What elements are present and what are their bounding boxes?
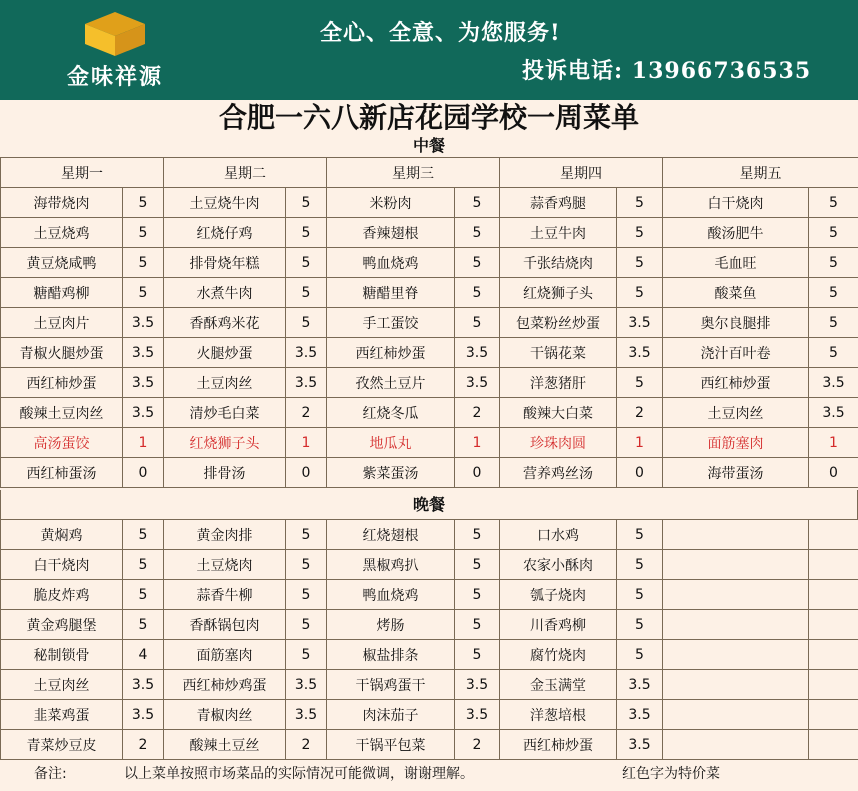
lunch-section-label: 中餐 bbox=[412, 136, 445, 155]
dish-price: 1 bbox=[455, 428, 500, 458]
dish-price: 5 bbox=[617, 278, 663, 308]
dish-name: 水煮牛肉 bbox=[164, 278, 286, 308]
lunch-row bbox=[1, 278, 858, 308]
lunch-row bbox=[1, 368, 858, 398]
dish-name: 瓠子烧肉 bbox=[500, 580, 617, 610]
dish-name: 红烧翅根 bbox=[327, 520, 455, 550]
dish-name: 白干烧肉 bbox=[663, 188, 809, 218]
dish-price: 5 bbox=[286, 550, 327, 580]
dish-name: 洋葱培根 bbox=[500, 700, 617, 730]
dish-price: 5 bbox=[617, 368, 663, 398]
dish-price bbox=[809, 640, 858, 670]
dish-price: 2 bbox=[286, 730, 327, 760]
dish-price: 3.5 bbox=[617, 700, 663, 730]
dish-name: 干锅花菜 bbox=[500, 338, 617, 368]
dish-name: 黄金鸡腿堡 bbox=[1, 610, 123, 640]
dish-price bbox=[809, 580, 858, 610]
dinner-menu-table bbox=[0, 519, 858, 760]
dish-name bbox=[663, 670, 809, 700]
dish-name: 清炒毛白菜 bbox=[164, 398, 286, 428]
dish-name: 酸辣大白菜 bbox=[500, 398, 617, 428]
dish-price: 5 bbox=[286, 520, 327, 550]
footer-note bbox=[0, 762, 858, 786]
dinner-row bbox=[1, 520, 858, 550]
dish-name: 米粉肉 bbox=[327, 188, 455, 218]
dish-name: 土豆牛肉 bbox=[500, 218, 617, 248]
dish-price: 3.5 bbox=[809, 398, 858, 428]
dish-name: 包菜粉丝炒蛋 bbox=[500, 308, 617, 338]
dish-price: 5 bbox=[123, 188, 164, 218]
dish-name: 火腿炒蛋 bbox=[164, 338, 286, 368]
dish-name: 糖醋里脊 bbox=[327, 278, 455, 308]
dish-name: 椒盐排条 bbox=[327, 640, 455, 670]
dish-price: 5 bbox=[455, 580, 500, 610]
dish-price: 5 bbox=[123, 610, 164, 640]
dish-name: 口水鸡 bbox=[500, 520, 617, 550]
dish-price bbox=[809, 730, 858, 760]
day-header-row bbox=[1, 158, 858, 188]
dish-name: 西红柿炒蛋 bbox=[500, 730, 617, 760]
dish-name: 浇汁百叶卷 bbox=[663, 338, 809, 368]
dish-price: 5 bbox=[617, 218, 663, 248]
lunch-row bbox=[1, 248, 858, 278]
slogan: 全心、全意、为您服务! bbox=[320, 20, 561, 46]
dish-name: 排骨烧年糕 bbox=[164, 248, 286, 278]
dish-name bbox=[663, 610, 809, 640]
dish-name: 烤肠 bbox=[327, 610, 455, 640]
dish-price: 3.5 bbox=[123, 308, 164, 338]
dish-name: 肉沫茄子 bbox=[327, 700, 455, 730]
lunch-row bbox=[1, 218, 858, 248]
dinner-row bbox=[1, 670, 858, 700]
dish-name: 洋葱猪肝 bbox=[500, 368, 617, 398]
lunch-row bbox=[1, 308, 858, 338]
brand-name: 金味祥源 bbox=[66, 65, 163, 90]
dish-name: 金玉满堂 bbox=[500, 670, 617, 700]
dinner-row bbox=[1, 730, 858, 760]
dish-price: 5 bbox=[123, 218, 164, 248]
dish-name: 营养鸡丝汤 bbox=[500, 458, 617, 488]
dish-price bbox=[809, 700, 858, 730]
dish-price: 0 bbox=[455, 458, 500, 488]
dish-price: 3.5 bbox=[455, 368, 500, 398]
dish-price: 3.5 bbox=[455, 670, 500, 700]
dish-price: 1 bbox=[123, 428, 164, 458]
dish-name: 西红柿炒蛋 bbox=[1, 368, 123, 398]
dish-price: 5 bbox=[286, 188, 327, 218]
dish-price: 3.5 bbox=[617, 338, 663, 368]
dish-price: 5 bbox=[455, 308, 500, 338]
dish-price: 0 bbox=[617, 458, 663, 488]
dish-name: 红烧狮子头 bbox=[500, 278, 617, 308]
dish-name: 千张结烧肉 bbox=[500, 248, 617, 278]
dish-price: 5 bbox=[809, 278, 858, 308]
dish-name bbox=[663, 550, 809, 580]
page-title: 合肥一六八新店花园学校一周菜单 bbox=[218, 101, 639, 134]
dish-price: 5 bbox=[455, 218, 500, 248]
dish-name: 排骨汤 bbox=[164, 458, 286, 488]
dish-name: 毛血旺 bbox=[663, 248, 809, 278]
dish-name: 干锅平包菜 bbox=[327, 730, 455, 760]
dish-name: 红烧狮子头 bbox=[164, 428, 286, 458]
dish-name: 土豆肉片 bbox=[1, 308, 123, 338]
dish-price: 2 bbox=[455, 730, 500, 760]
dish-name bbox=[663, 580, 809, 610]
dish-name: 海带烧肉 bbox=[1, 188, 123, 218]
dish-name: 腐竹烧肉 bbox=[500, 640, 617, 670]
brand-logo bbox=[40, 10, 190, 94]
lunch-row bbox=[1, 188, 858, 218]
dish-name: 手工蛋饺 bbox=[327, 308, 455, 338]
dish-name: 蒜香鸡腿 bbox=[500, 188, 617, 218]
dish-name: 海带蛋汤 bbox=[663, 458, 809, 488]
dish-price: 5 bbox=[617, 580, 663, 610]
dish-name bbox=[663, 520, 809, 550]
dish-name: 孜然土豆片 bbox=[327, 368, 455, 398]
dish-price: 2 bbox=[455, 398, 500, 428]
dish-price bbox=[809, 520, 858, 550]
dish-price: 3.5 bbox=[455, 338, 500, 368]
dish-price: 3.5 bbox=[286, 700, 327, 730]
dish-name: 香酥鸡米花 bbox=[164, 308, 286, 338]
dish-price: 2 bbox=[617, 398, 663, 428]
dinner-row bbox=[1, 580, 858, 610]
dish-price: 4 bbox=[123, 640, 164, 670]
dish-name: 蒜香牛柳 bbox=[164, 580, 286, 610]
dish-name: 黄焖鸡 bbox=[1, 520, 123, 550]
dish-price: 5 bbox=[286, 580, 327, 610]
dish-name: 西红柿炒蛋 bbox=[327, 338, 455, 368]
dinner-section-label: 晚餐 bbox=[0, 490, 858, 520]
dish-name: 奥尔良腿排 bbox=[663, 308, 809, 338]
dish-name: 白干烧肉 bbox=[1, 550, 123, 580]
dish-price: 5 bbox=[286, 308, 327, 338]
dish-price bbox=[809, 610, 858, 640]
dish-price: 1 bbox=[617, 428, 663, 458]
dish-price: 3.5 bbox=[809, 368, 858, 398]
dish-price: 5 bbox=[809, 248, 858, 278]
dish-price: 5 bbox=[123, 520, 164, 550]
dish-price: 5 bbox=[455, 610, 500, 640]
dish-name: 西红柿蛋汤 bbox=[1, 458, 123, 488]
dish-price: 3.5 bbox=[123, 338, 164, 368]
dish-price: 5 bbox=[123, 248, 164, 278]
dish-name: 秘制锁骨 bbox=[1, 640, 123, 670]
dish-price: 1 bbox=[286, 428, 327, 458]
dish-name: 川香鸡柳 bbox=[500, 610, 617, 640]
dish-name: 面筋塞肉 bbox=[663, 428, 809, 458]
dinner-row bbox=[1, 610, 858, 640]
dish-name: 青椒火腿炒蛋 bbox=[1, 338, 123, 368]
dish-price: 0 bbox=[123, 458, 164, 488]
dish-price: 5 bbox=[286, 278, 327, 308]
dish-name: 农家小酥肉 bbox=[500, 550, 617, 580]
day-header: 星期四 bbox=[500, 158, 663, 188]
lunch-row bbox=[1, 428, 858, 458]
dish-price: 3.5 bbox=[286, 368, 327, 398]
dish-name: 红烧仔鸡 bbox=[164, 218, 286, 248]
dish-price bbox=[809, 550, 858, 580]
dish-name: 干锅鸡蛋干 bbox=[327, 670, 455, 700]
dish-name: 高汤蛋饺 bbox=[1, 428, 123, 458]
dish-name: 酸辣土豆肉丝 bbox=[1, 398, 123, 428]
dish-price: 3.5 bbox=[617, 670, 663, 700]
dish-price: 0 bbox=[286, 458, 327, 488]
dish-name: 韭菜鸡蛋 bbox=[1, 700, 123, 730]
dish-name: 青椒肉丝 bbox=[164, 700, 286, 730]
dish-price: 5 bbox=[809, 218, 858, 248]
lunch-row bbox=[1, 398, 858, 428]
dish-price: 5 bbox=[617, 640, 663, 670]
dinner-row bbox=[1, 700, 858, 730]
dish-price: 5 bbox=[455, 188, 500, 218]
dish-price: 5 bbox=[286, 248, 327, 278]
dish-price: 3.5 bbox=[123, 700, 164, 730]
dish-price: 0 bbox=[809, 458, 858, 488]
dish-price: 5 bbox=[809, 188, 858, 218]
dish-price: 3.5 bbox=[123, 670, 164, 700]
dish-price: 3.5 bbox=[286, 338, 327, 368]
dish-price: 5 bbox=[286, 640, 327, 670]
dish-name: 酸汤肥牛 bbox=[663, 218, 809, 248]
dish-name: 糖醋鸡柳 bbox=[1, 278, 123, 308]
dish-name: 面筋塞肉 bbox=[164, 640, 286, 670]
dish-price: 5 bbox=[809, 308, 858, 338]
dish-price: 5 bbox=[809, 338, 858, 368]
dish-name: 黄豆烧咸鸭 bbox=[1, 248, 123, 278]
dish-price: 3.5 bbox=[123, 368, 164, 398]
dish-price: 5 bbox=[455, 278, 500, 308]
dish-price: 5 bbox=[286, 610, 327, 640]
dish-price: 1 bbox=[809, 428, 858, 458]
dish-price: 5 bbox=[617, 610, 663, 640]
header-banner bbox=[0, 0, 858, 100]
dish-price: 2 bbox=[123, 730, 164, 760]
dish-name: 土豆烧鸡 bbox=[1, 218, 123, 248]
dish-price: 2 bbox=[286, 398, 327, 428]
dinner-row bbox=[1, 550, 858, 580]
dish-name: 地瓜丸 bbox=[327, 428, 455, 458]
day-header: 星期五 bbox=[663, 158, 858, 188]
special-legend: 红色字为特价菜 bbox=[622, 766, 720, 782]
dish-name bbox=[663, 700, 809, 730]
dish-name: 鸭血烧鸡 bbox=[327, 580, 455, 610]
dish-name: 土豆肉丝 bbox=[164, 368, 286, 398]
dish-name: 西红柿炒鸡蛋 bbox=[164, 670, 286, 700]
dish-price: 5 bbox=[123, 550, 164, 580]
dish-name: 土豆烧肉 bbox=[164, 550, 286, 580]
day-header: 星期一 bbox=[1, 158, 164, 188]
dish-name bbox=[663, 730, 809, 760]
dish-name: 黑椒鸡扒 bbox=[327, 550, 455, 580]
dish-price: 3.5 bbox=[617, 730, 663, 760]
dish-price: 5 bbox=[617, 550, 663, 580]
dish-name: 黄金肉排 bbox=[164, 520, 286, 550]
dish-name: 西红柿炒蛋 bbox=[663, 368, 809, 398]
dish-price: 5 bbox=[123, 278, 164, 308]
dish-price: 3.5 bbox=[123, 398, 164, 428]
dish-name: 酸菜鱼 bbox=[663, 278, 809, 308]
dish-price: 5 bbox=[455, 520, 500, 550]
dish-name: 土豆肉丝 bbox=[663, 398, 809, 428]
day-header: 星期二 bbox=[164, 158, 327, 188]
logo-leaf-icon bbox=[40, 10, 190, 60]
note-label: 备注: bbox=[34, 766, 67, 782]
day-header: 星期三 bbox=[327, 158, 500, 188]
dish-name: 酸辣土豆丝 bbox=[164, 730, 286, 760]
dish-name: 珍珠肉圆 bbox=[500, 428, 617, 458]
dish-name: 脆皮炸鸡 bbox=[1, 580, 123, 610]
dish-name: 青菜炒豆皮 bbox=[1, 730, 123, 760]
dish-name: 红烧冬瓜 bbox=[327, 398, 455, 428]
dish-price: 3.5 bbox=[286, 670, 327, 700]
dish-name: 香酥锅包肉 bbox=[164, 610, 286, 640]
dish-name: 鸭血烧鸡 bbox=[327, 248, 455, 278]
dish-price: 3.5 bbox=[617, 308, 663, 338]
dish-price: 5 bbox=[286, 218, 327, 248]
lunch-menu-table bbox=[0, 157, 858, 488]
dish-name: 土豆烧牛肉 bbox=[164, 188, 286, 218]
dish-price: 5 bbox=[455, 640, 500, 670]
lunch-row bbox=[1, 338, 858, 368]
dish-price: 5 bbox=[617, 248, 663, 278]
dish-price: 5 bbox=[455, 248, 500, 278]
dish-name: 紫菜蛋汤 bbox=[327, 458, 455, 488]
dish-price: 5 bbox=[123, 580, 164, 610]
dish-price: 5 bbox=[617, 188, 663, 218]
dish-price: 5 bbox=[455, 550, 500, 580]
dish-price: 5 bbox=[617, 520, 663, 550]
dish-name: 土豆肉丝 bbox=[1, 670, 123, 700]
lunch-row bbox=[1, 458, 858, 488]
dish-name: 香辣翅根 bbox=[327, 218, 455, 248]
dinner-row bbox=[1, 640, 858, 670]
dish-name bbox=[663, 640, 809, 670]
dish-price: 3.5 bbox=[455, 700, 500, 730]
complaint-phone: 投诉电话: 13966736535 bbox=[522, 58, 812, 84]
note-text: 以上菜单按照市场菜品的实际情况可能微调，谢谢理解。 bbox=[124, 766, 474, 782]
dish-price bbox=[809, 670, 858, 700]
